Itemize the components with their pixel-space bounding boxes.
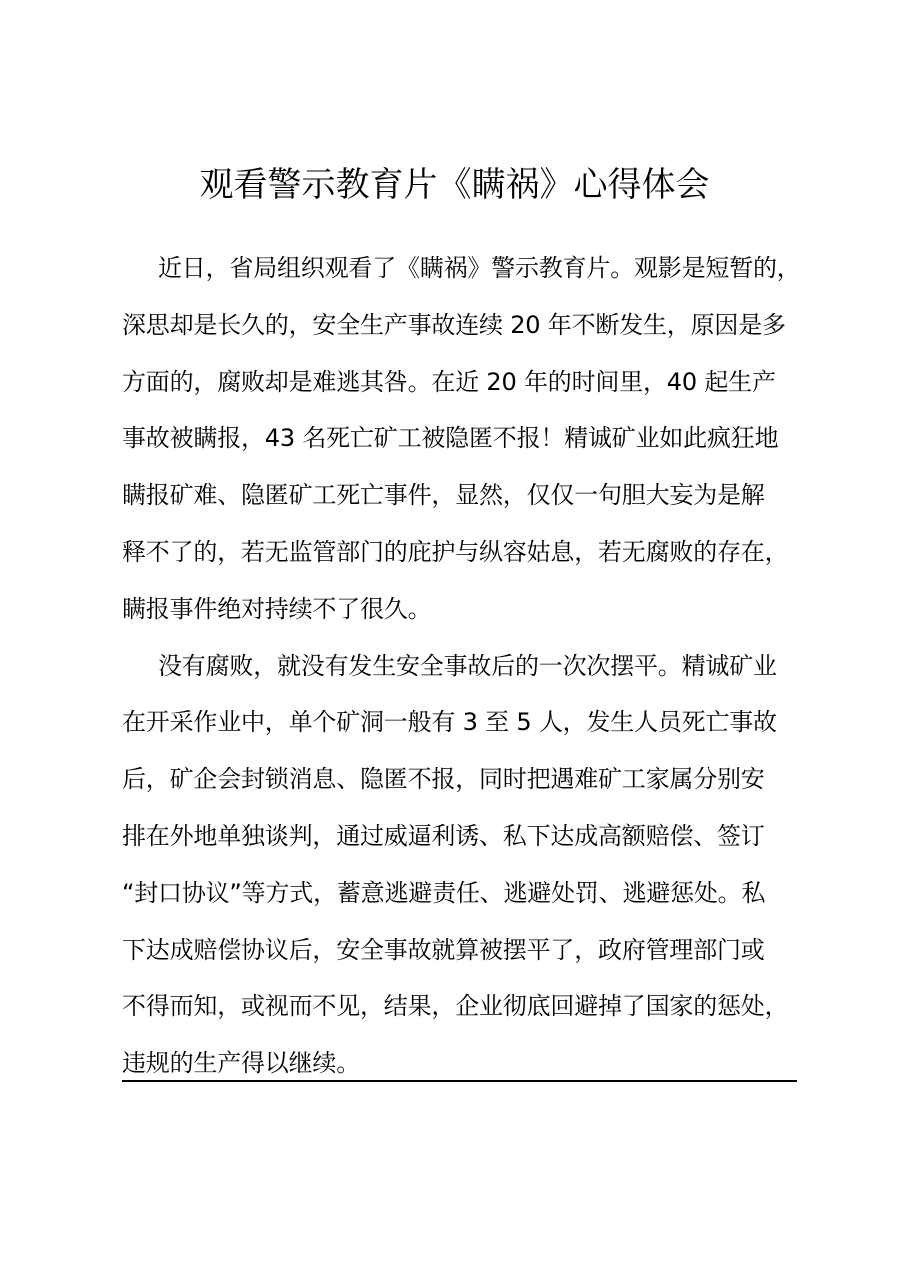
paragraph-1-line-5: 瞒报矿难、隐匿矿工死亡事件，显然，仅仅一句胆大妄为是解 (122, 481, 765, 510)
document-body (122, 240, 812, 1092)
paragraph-2-line-2: 在开采作业中，单个矿洞一般有 3 至 5 人，发生人员死亡事故 (122, 708, 777, 737)
document-title: 观看警示教育片《瞒祸》心得体会 (199, 165, 710, 205)
paragraph-2-line-5: “封口协议”等方式，蓄意逃避责任、逃避处罚、逃避惩处。私 (122, 878, 766, 907)
footer-divider (122, 1080, 797, 1082)
paragraph-2-line-8: 违规的生产得以继续。 (122, 1049, 360, 1078)
paragraph-1-line-3: 方面的，腐败却是难逃其咎。在近 20 年的时间里，40 起生产 (122, 367, 776, 396)
paragraph-2-line-4: 排在外地单独谈判，通过威逼利诱、私下达成高额赔偿、签订 (122, 821, 765, 850)
paragraph-1-line-1: 近日，省局组织观看了《瞒祸》警示教育片。观影是短暂的， (158, 254, 801, 282)
paragraph-1-line-7: 瞒报事件绝对持续不了很久。 (122, 594, 432, 623)
paragraph-1-line-2: 深思却是长久的，安全生产事故连续 20 年不断发生，原因是多 (122, 310, 786, 339)
paragraph-2-line-1: 没有腐败，就没有发生安全事故后的一次次摆平。精诚矿业 (158, 651, 777, 680)
paragraph-2-line-7: 不得而知，或视而不见，结果，企业彻底回避掉了国家的惩处， (122, 992, 789, 1021)
paragraph-1-line-6: 释不了的，若无监管部门的庇护与纵容姑息，若无腐败的存在， (122, 537, 789, 566)
paragraph-2-line-6: 下达成赔偿协议后，安全事故就算被摆平了，政府管理部门或 (122, 935, 765, 964)
paragraph-1-line-4: 事故被瞒报，43 名死亡矿工被隐匿不报！精诚矿业如此疯狂地 (122, 424, 779, 453)
paragraph-2-line-3: 后，矿企会封锁消息、隐匿不报，同时把遇难矿工家属分别安 (122, 765, 765, 794)
